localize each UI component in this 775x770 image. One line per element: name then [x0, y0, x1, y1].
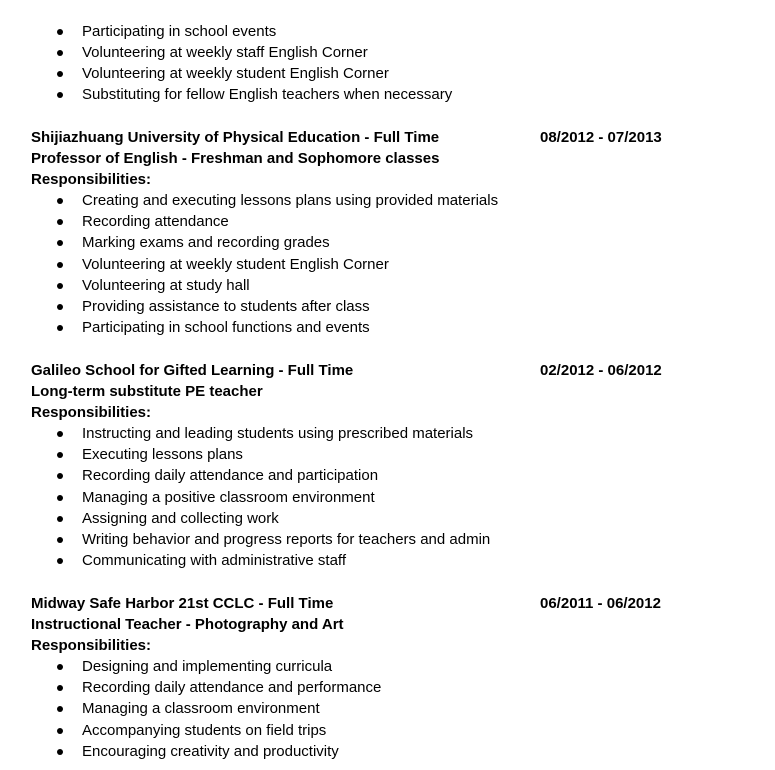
responsibilities-label: Responsibilities: [31, 637, 152, 655]
bullet-icon [57, 304, 63, 310]
bullet-icon [57, 71, 63, 77]
bullet-icon [57, 706, 63, 712]
bullet-icon [57, 452, 63, 458]
list-item: Volunteering at weekly student English Corner [0, 63, 775, 84]
list-item: Participating in school events [0, 21, 775, 42]
bullet-icon [57, 283, 63, 289]
list-item: Providing assistance to students after class [0, 296, 775, 317]
bullet-icon [57, 473, 63, 479]
list-item: Managing a positive classroom environment [0, 487, 775, 508]
bullet-icon [57, 728, 63, 734]
job-dates: 02/2012 - 06/2012 [540, 362, 662, 379]
list-item: Recording daily attendance and performance [0, 677, 775, 698]
list-item: Marking exams and recording grades [0, 232, 775, 253]
job-entry [0, 593, 775, 762]
bullet-icon [57, 262, 63, 268]
job-dates: 06/2011 - 06/2012 [540, 595, 661, 612]
list-item: Recording attendance [0, 211, 775, 232]
list-item: Creating and executing lessons plans using provided materials [0, 190, 775, 211]
employer-title: Midway Safe Harbor 21st CCLC - Full Time [31, 595, 334, 612]
bullet-icon [57, 558, 63, 564]
job-entry [0, 127, 775, 338]
responsibilities-label: Responsibilities: [31, 404, 152, 422]
bullet-icon [57, 92, 63, 98]
bullet-icon [57, 516, 63, 522]
list-item: Accompanying students on field trips [0, 720, 775, 741]
list-item: Participating in school functions and events [0, 317, 775, 338]
list-item: Writing behavior and progress reports for teachers and admin [0, 529, 775, 550]
employer-title: Galileo School for Gifted Learning - Full Time [31, 362, 354, 379]
job-dates: 08/2012 - 07/2013 [540, 129, 662, 146]
responsibilities-list [0, 423, 775, 571]
list-item: Encouraging creativity and productivity [0, 741, 775, 762]
responsibilities-list [0, 190, 775, 338]
list-item: Assigning and collecting work [0, 508, 775, 529]
list-item: Volunteering at weekly student English Corner [0, 254, 775, 275]
list-item: Managing a classroom environment [0, 698, 775, 719]
job-position: Instructional Teacher - Photography and Art [31, 616, 344, 634]
responsibilities-label: Responsibilities: [31, 171, 152, 189]
bullet-icon [57, 537, 63, 543]
list-item: Substituting for fellow English teachers when necessary [0, 84, 775, 105]
responsibilities-list [0, 656, 775, 761]
bullet-icon [57, 431, 63, 437]
bullet-icon [57, 240, 63, 246]
bullet-icon [57, 29, 63, 35]
list-item: Volunteering at weekly staff English Corner [0, 42, 775, 63]
bullet-icon [57, 325, 63, 331]
bullet-icon [57, 219, 63, 225]
list-item: Communicating with administrative staff [0, 550, 775, 571]
list-item: Volunteering at study hall [0, 275, 775, 296]
list-item: Executing lessons plans [0, 444, 775, 465]
bullet-icon [57, 749, 63, 755]
job-header [0, 360, 775, 381]
bullet-icon [57, 685, 63, 691]
list-item: Instructing and leading students using prescribed materials [0, 423, 775, 444]
job-header [0, 593, 775, 614]
employer-title: Shijiazhuang University of Physical Education - Full Time [31, 129, 440, 146]
job-position: Professor of English - Freshman and Sophomore classes [31, 150, 440, 168]
job-position: Long-term substitute PE teacher [31, 383, 263, 401]
list-item: Recording daily attendance and participation [0, 465, 775, 486]
job-header [0, 127, 775, 148]
bullet-icon [57, 50, 63, 56]
bullet-icon [57, 664, 63, 670]
previous-job-duties-list [0, 21, 775, 105]
job-entry [0, 360, 775, 571]
bullet-icon [57, 198, 63, 204]
bullet-icon [57, 495, 63, 501]
list-item: Designing and implementing curricula [0, 656, 775, 677]
